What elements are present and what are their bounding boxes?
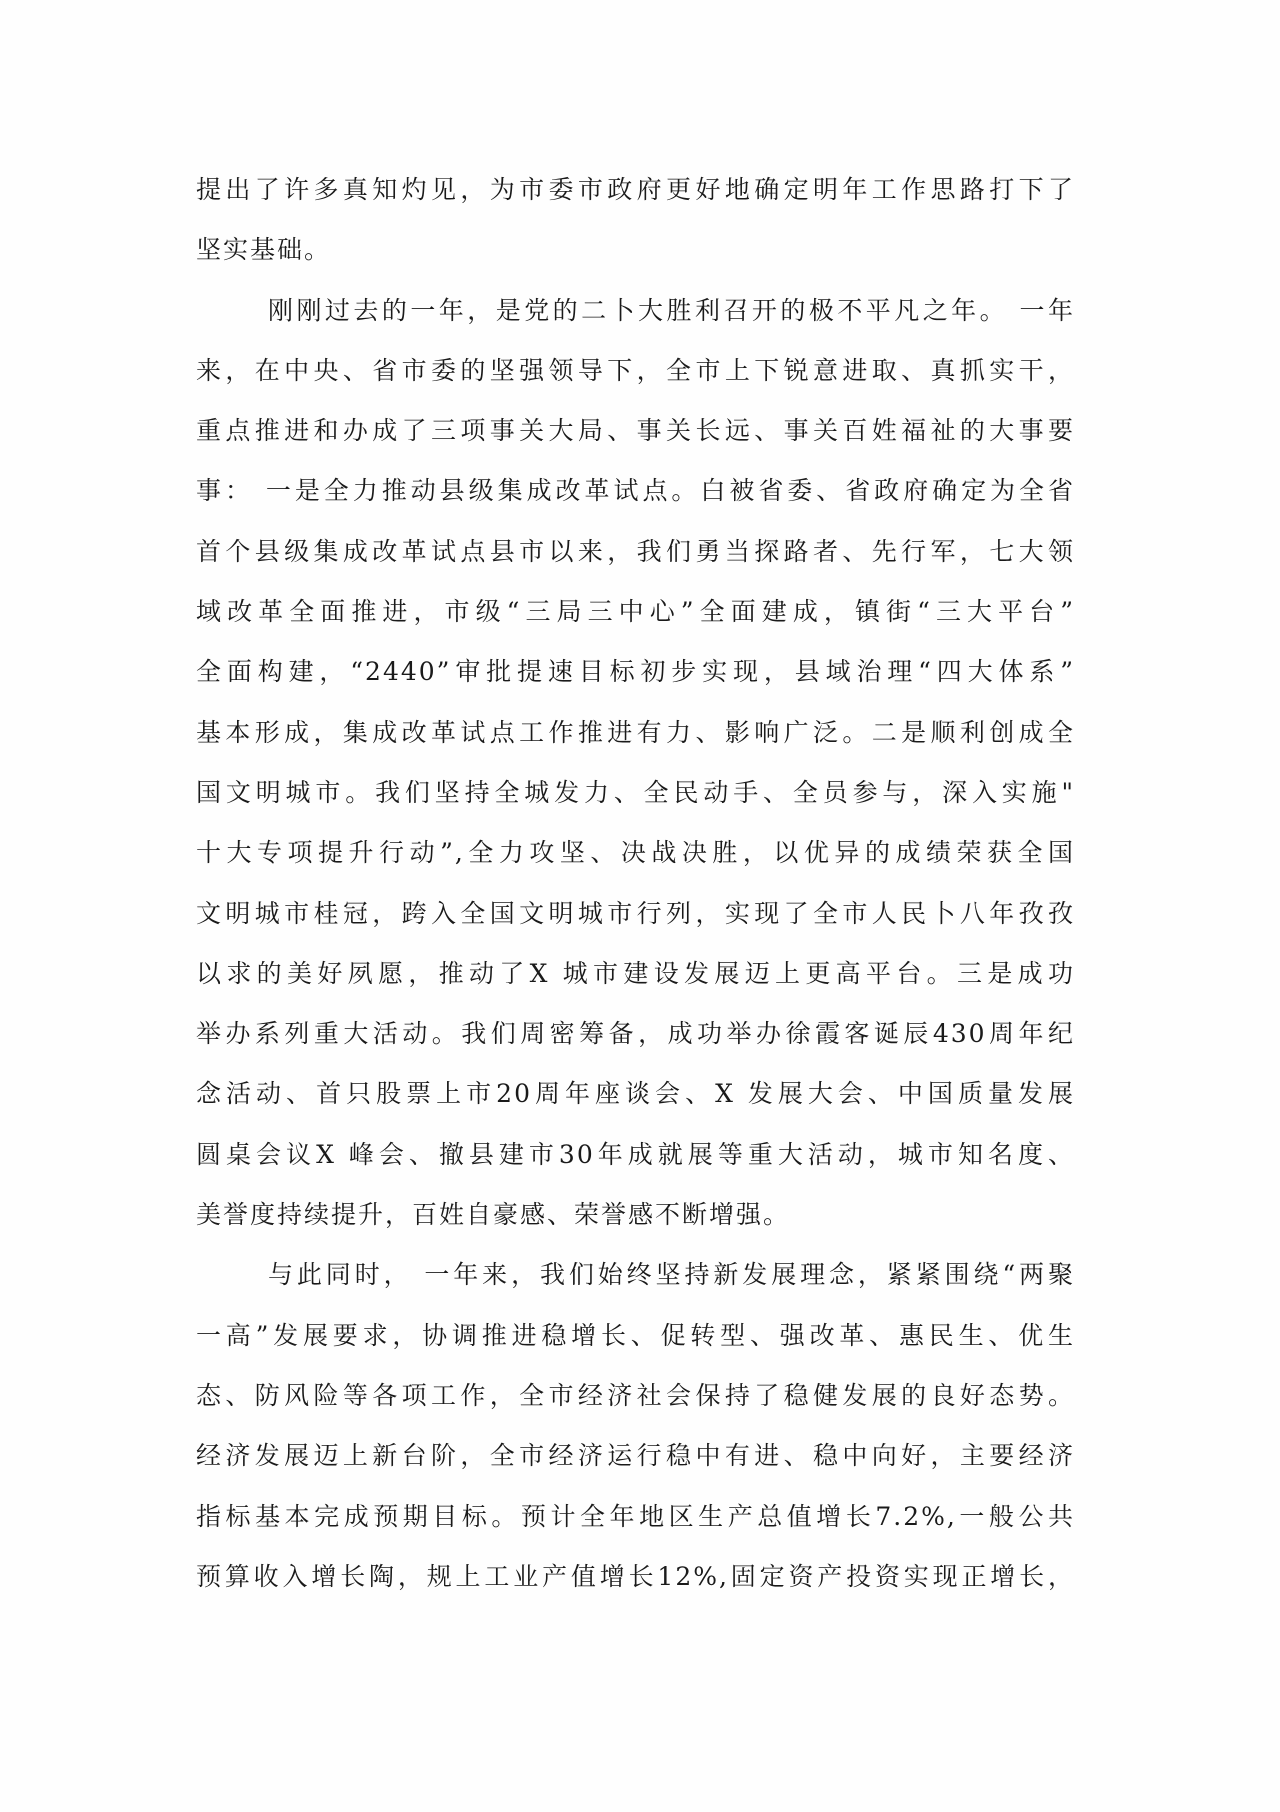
text-line: 首个县级集成改革试点县市以来，我们勇当探路者、先行军，七大领	[196, 536, 1075, 566]
text-line: 重点推进和办成了三项事关大局、事关长远、事关百姓福祉的大事要	[196, 416, 1075, 446]
text-line: 一高”发展要求，协调推进稳增长、促转型、强改革、惠民生、优生	[196, 1320, 1075, 1350]
text-line: 圆桌会议X 峰会、撤县建市30年成就展等重大活动，城市知名度、	[196, 1139, 1075, 1169]
text-line: 基本形成，集成改革试点工作推进有力、影响广泛。二是顺利创成全	[196, 717, 1075, 747]
paragraph-2	[196, 281, 1075, 1246]
text-line: 全面构建，“2440”审批提速目标初步实现，县域治理“四大体系”	[196, 657, 1075, 687]
text-line: 文明城市桂冠，跨入全国文明城市行列，实现了全市人民卜八年孜孜	[196, 898, 1075, 928]
text-line: 国文明城市。我们坚持全城发力、全民动手、全员参与，深入实施"	[196, 777, 1075, 807]
paragraph-1	[196, 160, 1075, 281]
text-line: 以求的美好夙愿，推动了X 城市建设发展迈上更高平台。三是成功	[196, 958, 1075, 988]
text-line: 提出了许多真知灼见，为市委市政府更好地确定明年工作思路打下了	[196, 175, 1075, 204]
text-line: 刚刚过去的一年，是党的二卜大胜利召开的极不平凡之年。 一年	[268, 295, 1075, 325]
text-line: 与此同时， 一年来，我们始终坚持新发展理念，紧紧围绕“两聚	[268, 1260, 1075, 1290]
text-line: 指标基本完成预期目标。预计全年地区生产总值增长7.2%,一般公共	[196, 1501, 1075, 1531]
text-line: 举办系列重大活动。我们周密筹备，成功举办徐霞客诞辰430周年纪	[196, 1019, 1075, 1049]
text-line: 经济发展迈上新台阶，全市经济运行稳中有进、稳中向好，主要经济	[196, 1441, 1075, 1471]
text-line: 域改革全面推进，市级“三局三中心”全面建成，镇街“三大平台”	[196, 597, 1075, 627]
text-line: 十大专项提升行动”,全力攻坚、决战决胜，以优异的成绩荣获全国	[196, 838, 1075, 868]
paragraph-3	[196, 1245, 1075, 1607]
text-line: 念活动、首只股票上市20周年座谈会、X 发展大会、中国质量发展	[196, 1079, 1075, 1109]
document-body	[196, 160, 1075, 1607]
text-line: 来，在中央、省市委的坚强领导下，全市上下锐意进取、真抓实干，	[196, 355, 1075, 385]
text-line: 美誉度持续提升，百姓自豪感、荣誉感不断增强。	[196, 1200, 791, 1230]
text-line: 预算收入增长陶，规上工业产值增长12%,固定资产投资实现正增长，	[196, 1561, 1075, 1591]
text-line: 态、防风险等各项工作，全市经济社会保持了稳健发展的良好态势。	[196, 1380, 1075, 1410]
text-line: 坚实基础。	[196, 235, 332, 265]
text-line: 事： 一是全力推动县级集成改革试点。白被省委、省政府确定为全省	[196, 476, 1075, 506]
